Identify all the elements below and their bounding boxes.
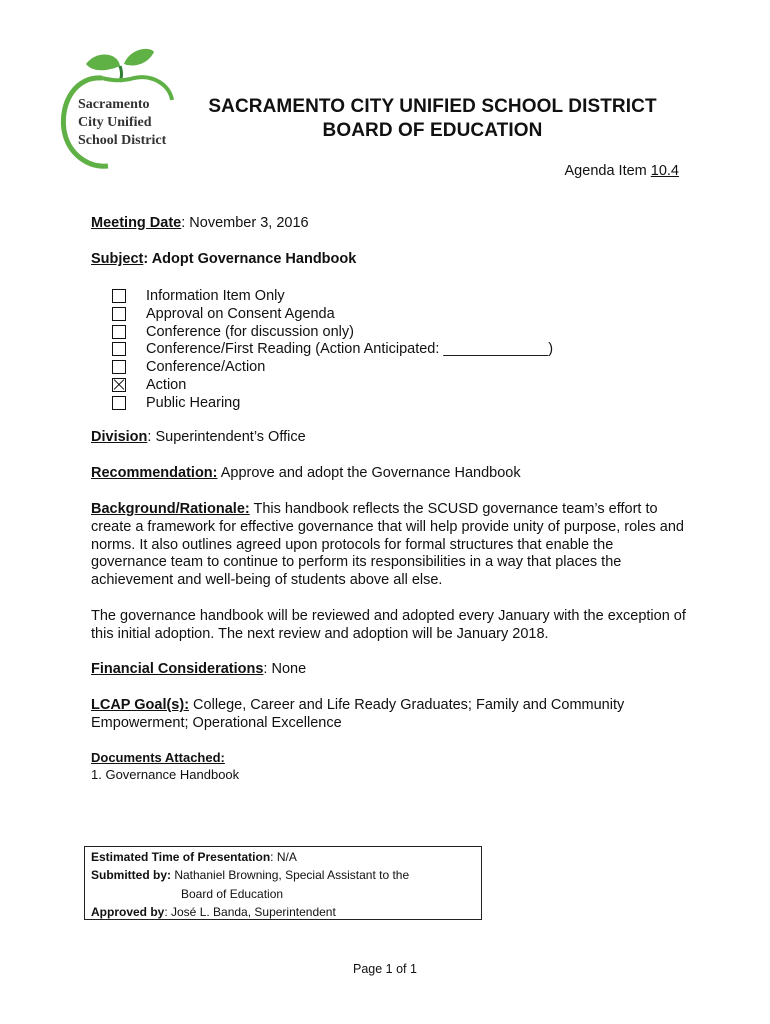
- subject-label: Subject: [91, 251, 144, 267]
- meeting-date-label: Meeting Date: [91, 215, 182, 231]
- logo-leaf-right: [124, 49, 154, 66]
- checkbox-item: [112, 305, 335, 323]
- checkbox[interactable]: [112, 360, 126, 374]
- checkbox-label: Conference/First Reading (Action Anticipated: _____________): [146, 341, 554, 357]
- division-value: : Superintendent’s Office: [147, 429, 306, 445]
- agenda-number: 10.4: [650, 163, 679, 179]
- subject-value: : Adopt Governance Handbook: [143, 251, 357, 267]
- checkbox-item: [112, 340, 553, 358]
- agenda-prefix: Agenda Item: [564, 163, 651, 179]
- recommendation-value: Approve and adopt the Governance Handbook: [217, 465, 521, 481]
- submitted-label: Submitted by:: [91, 868, 171, 882]
- page-number: Page 1 of 1: [353, 962, 417, 976]
- division: [91, 429, 306, 445]
- agenda-item: [565, 163, 679, 179]
- background-text: This handbook reflects the SCUSD governance team’s effort to create a framework for effective governance that will help provide unity of purpose, roles and norms. It also outlines agreed upon protocols for formal structures that enable the governance team to continue to perform its responsibilities in a way that places the achievement and well-being of students above all else.: [91, 501, 684, 589]
- checkbox[interactable]: [112, 396, 126, 410]
- checkbox-label: Public Hearing: [146, 395, 241, 411]
- checkbox-label: Conference/Action: [146, 359, 266, 375]
- title-line-1: SACRAMENTO CITY UNIFIED SCHOOL DISTRICT: [208, 96, 657, 117]
- checkbox-item: [112, 394, 240, 412]
- financial-label: Financial Considerations: [91, 661, 264, 677]
- recommendation-label: Recommendation:: [91, 465, 218, 481]
- submitted-line: [91, 868, 409, 882]
- checkbox[interactable]: [112, 325, 126, 339]
- logo-line2: City Unified: [78, 115, 152, 130]
- checkbox[interactable]: [112, 307, 126, 321]
- lcap-label: LCAP Goal(s):: [91, 697, 190, 713]
- financial-considerations: [91, 661, 306, 677]
- meeting-date: [91, 215, 309, 231]
- presentation-info-box: [84, 846, 482, 920]
- time-value: : N/A: [270, 850, 297, 864]
- submitted-value-2: Board of Education: [181, 887, 284, 901]
- checkbox-item: [112, 323, 354, 341]
- checkbox-label: Information Item Only: [146, 288, 285, 304]
- checkbox-label: Action: [146, 377, 187, 393]
- lcap-value: College, Career and Life Ready Graduates; Family and Community Empowerment; Operational Excellence: [91, 697, 625, 731]
- checkbox[interactable]: [112, 289, 126, 303]
- title-line-2: BOARD OF EDUCATION: [322, 120, 543, 141]
- subject: [91, 251, 356, 267]
- logo-line1: Sacramento: [78, 97, 150, 112]
- checkbox-item: [112, 287, 285, 305]
- documents-item: 1. Governance Handbook: [91, 767, 240, 782]
- documents-label: Documents Attached:: [91, 750, 225, 765]
- approved-value: : José L. Banda, Superintendent: [164, 905, 336, 919]
- approved-line: [91, 905, 336, 919]
- logo-line3: School District: [78, 133, 167, 148]
- submitted-value: Nathaniel Browning, Special Assistant to the: [171, 868, 410, 882]
- meeting-date-value: : November 3, 2016: [181, 215, 309, 231]
- financial-value: : None: [263, 661, 307, 677]
- checkbox-checked[interactable]: [112, 378, 126, 392]
- division-label: Division: [91, 429, 148, 445]
- time-label: Estimated Time of Presentation: [91, 850, 271, 864]
- checkbox-item: [112, 358, 265, 376]
- background-label: Background/Rationale:: [91, 501, 250, 517]
- background-paragraph: [91, 501, 691, 590]
- checkbox-label: Conference (for discussion only): [146, 324, 354, 340]
- time-line: [91, 850, 297, 864]
- background-paragraph-2: The governance handbook will be reviewed and adopted every January with the exception of this initial adoption. The next review and adoption will be January 2018.: [91, 608, 686, 642]
- checkbox-item: [112, 376, 186, 394]
- logo-leaf-left: [86, 54, 120, 70]
- lcap-goals: [91, 697, 691, 733]
- recommendation: [91, 465, 521, 481]
- checkbox[interactable]: [112, 342, 126, 356]
- approved-label: Approved by: [91, 905, 165, 919]
- checkbox-label: Approval on Consent Agenda: [146, 306, 335, 322]
